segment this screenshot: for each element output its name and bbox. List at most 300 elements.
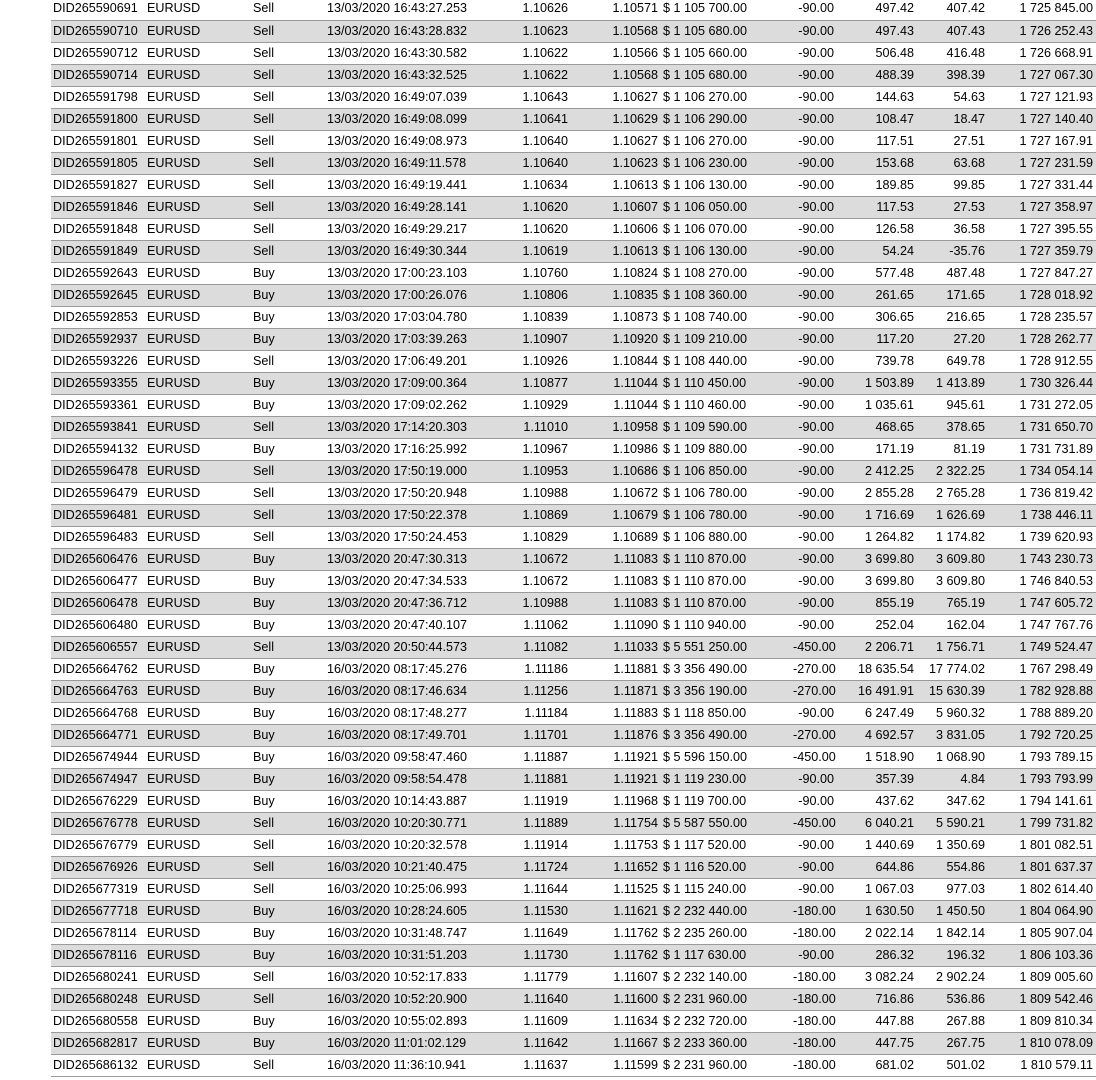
datetime-cell[interactable]: 13/03/2020 17:09:02.262 [325, 394, 489, 416]
close-price-cell[interactable]: 1.10920 [571, 328, 661, 350]
symbol-cell[interactable]: EURUSD [145, 86, 251, 108]
balance-cell[interactable]: 1 793 793.99 [990, 768, 1096, 790]
deal-id-cell[interactable]: DID265590714 [51, 64, 145, 86]
volume-cell[interactable]: $ 1 109 210.00 [661, 328, 793, 350]
deal-id-cell[interactable]: DID265680248 [51, 988, 145, 1010]
datetime-cell[interactable]: 16/03/2020 10:52:17.833 [325, 966, 489, 988]
volume-cell[interactable]: $ 2 231 960.00 [661, 1054, 793, 1076]
direction-cell[interactable]: Sell [251, 108, 325, 130]
gross-pnl-cell[interactable]: 6 040.21 [837, 812, 917, 834]
datetime-cell[interactable]: 13/03/2020 20:47:30.313 [325, 548, 489, 570]
volume-cell[interactable]: $ 1 118 850.00 [661, 702, 793, 724]
close-price-cell[interactable]: 1.11090 [571, 614, 661, 636]
open-price-cell[interactable]: 1.10988 [489, 482, 571, 504]
close-price-cell[interactable]: 1.10686 [571, 460, 661, 482]
datetime-cell[interactable]: 13/03/2020 17:03:39.263 [325, 328, 489, 350]
gross-pnl-cell[interactable]: 2 855.28 [837, 482, 917, 504]
net-pnl-cell[interactable]: 945.61 [917, 394, 988, 416]
balance-cell[interactable]: 1 747 767.76 [990, 614, 1096, 636]
commission-cell[interactable]: -90.00 [793, 570, 837, 592]
datetime-cell[interactable]: 13/03/2020 16:49:11.578 [325, 152, 489, 174]
deal-id-cell[interactable]: DID265596479 [51, 482, 145, 504]
open-price-cell[interactable]: 1.10907 [489, 328, 571, 350]
volume-cell[interactable]: $ 2 233 360.00 [661, 1032, 793, 1054]
net-pnl-cell[interactable]: 162.04 [917, 614, 988, 636]
commission-cell[interactable]: -180.00 [793, 900, 837, 922]
open-price-cell[interactable]: 1.10623 [489, 20, 571, 42]
datetime-cell[interactable]: 16/03/2020 09:58:47.460 [325, 746, 489, 768]
close-price-cell[interactable]: 1.11044 [571, 394, 661, 416]
symbol-cell[interactable]: EURUSD [145, 834, 251, 856]
close-price-cell[interactable]: 1.10689 [571, 526, 661, 548]
open-price-cell[interactable]: 1.10622 [489, 42, 571, 64]
balance-cell[interactable]: 1 792 720.25 [990, 724, 1096, 746]
datetime-cell[interactable]: 16/03/2020 08:17:48.277 [325, 702, 489, 724]
gross-pnl-cell[interactable]: 1 518.90 [837, 746, 917, 768]
close-price-cell[interactable]: 1.10824 [571, 262, 661, 284]
open-price-cell[interactable]: 1.10926 [489, 350, 571, 372]
volume-cell[interactable]: $ 5 587 550.00 [661, 812, 793, 834]
deal-id-cell[interactable]: DID265590710 [51, 20, 145, 42]
symbol-cell[interactable]: EURUSD [145, 306, 251, 328]
symbol-cell[interactable]: EURUSD [145, 350, 251, 372]
commission-cell[interactable]: -180.00 [793, 1010, 837, 1032]
balance-cell[interactable]: 1 727 358.97 [990, 196, 1096, 218]
balance-cell[interactable]: 1 727 331.44 [990, 174, 1096, 196]
open-price-cell[interactable]: 1.10641 [489, 108, 571, 130]
direction-cell[interactable]: Sell [251, 416, 325, 438]
volume-cell[interactable]: $ 2 232 440.00 [661, 900, 793, 922]
balance-cell[interactable]: 1 810 579.11 [990, 1054, 1096, 1076]
volume-cell[interactable]: $ 3 356 490.00 [661, 658, 793, 680]
symbol-cell[interactable]: EURUSD [145, 0, 251, 20]
direction-cell[interactable]: Buy [251, 570, 325, 592]
commission-cell[interactable]: -90.00 [793, 504, 837, 526]
volume-cell[interactable]: $ 1 110 870.00 [661, 592, 793, 614]
deal-id-cell[interactable]: DID265592937 [51, 328, 145, 350]
balance-cell[interactable]: 1 734 054.14 [990, 460, 1096, 482]
commission-cell[interactable]: -90.00 [793, 350, 837, 372]
commission-cell[interactable]: -90.00 [793, 834, 837, 856]
deal-id-cell[interactable]: DID265596483 [51, 526, 145, 548]
datetime-cell[interactable]: 16/03/2020 09:58:54.478 [325, 768, 489, 790]
deal-id-cell[interactable]: DID265676926 [51, 856, 145, 878]
datetime-cell[interactable]: 16/03/2020 10:20:32.578 [325, 834, 489, 856]
gross-pnl-cell[interactable]: 16 491.91 [837, 680, 917, 702]
volume-cell[interactable]: $ 1 115 240.00 [661, 878, 793, 900]
close-price-cell[interactable]: 1.11599 [571, 1054, 661, 1076]
net-pnl-cell[interactable]: 2 902.24 [917, 966, 988, 988]
symbol-cell[interactable]: EURUSD [145, 526, 251, 548]
symbol-cell[interactable]: EURUSD [145, 64, 251, 86]
net-pnl-cell[interactable]: 977.03 [917, 878, 988, 900]
close-price-cell[interactable]: 1.10958 [571, 416, 661, 438]
net-pnl-cell[interactable]: 407.42 [917, 0, 988, 20]
deal-id-cell[interactable]: DID265591805 [51, 152, 145, 174]
datetime-cell[interactable]: 13/03/2020 17:00:26.076 [325, 284, 489, 306]
commission-cell[interactable]: -90.00 [793, 108, 837, 130]
commission-cell[interactable]: -450.00 [793, 746, 837, 768]
balance-cell[interactable]: 1 809 005.60 [990, 966, 1096, 988]
balance-cell[interactable]: 1 736 819.42 [990, 482, 1096, 504]
balance-cell[interactable]: 1 731 272.05 [990, 394, 1096, 416]
net-pnl-cell[interactable]: 36.58 [917, 218, 988, 240]
balance-cell[interactable]: 1 728 262.77 [990, 328, 1096, 350]
volume-cell[interactable]: $ 1 108 270.00 [661, 262, 793, 284]
close-price-cell[interactable]: 1.10606 [571, 218, 661, 240]
open-price-cell[interactable]: 1.10839 [489, 306, 571, 328]
symbol-cell[interactable]: EURUSD [145, 680, 251, 702]
net-pnl-cell[interactable]: 416.48 [917, 42, 988, 64]
gross-pnl-cell[interactable]: 252.04 [837, 614, 917, 636]
direction-cell[interactable]: Buy [251, 790, 325, 812]
net-pnl-cell[interactable]: 99.85 [917, 174, 988, 196]
net-pnl-cell[interactable]: 4.84 [917, 768, 988, 790]
direction-cell[interactable]: Buy [251, 1032, 325, 1054]
direction-cell[interactable]: Buy [251, 284, 325, 306]
deal-id-cell[interactable]: DID265606480 [51, 614, 145, 636]
net-pnl-cell[interactable]: 347.62 [917, 790, 988, 812]
deal-id-cell[interactable]: DID265686132 [51, 1054, 145, 1076]
gross-pnl-cell[interactable]: 153.68 [837, 152, 917, 174]
volume-cell[interactable]: $ 1 109 590.00 [661, 416, 793, 438]
balance-cell[interactable]: 1 728 912.55 [990, 350, 1096, 372]
gross-pnl-cell[interactable]: 108.47 [837, 108, 917, 130]
deal-id-cell[interactable]: DID265678116 [51, 944, 145, 966]
symbol-cell[interactable]: EURUSD [145, 108, 251, 130]
commission-cell[interactable]: -180.00 [793, 966, 837, 988]
close-price-cell[interactable]: 1.11033 [571, 636, 661, 658]
datetime-cell[interactable]: 13/03/2020 17:00:23.103 [325, 262, 489, 284]
direction-cell[interactable]: Sell [251, 130, 325, 152]
datetime-cell[interactable]: 16/03/2020 10:20:30.771 [325, 812, 489, 834]
symbol-cell[interactable]: EURUSD [145, 20, 251, 42]
volume-cell[interactable]: $ 1 108 360.00 [661, 284, 793, 306]
open-price-cell[interactable]: 1.10643 [489, 86, 571, 108]
net-pnl-cell[interactable]: 63.68 [917, 152, 988, 174]
balance-cell[interactable]: 1 731 731.89 [990, 438, 1096, 460]
direction-cell[interactable]: Sell [251, 20, 325, 42]
open-price-cell[interactable]: 1.10640 [489, 152, 571, 174]
volume-cell[interactable]: $ 5 596 150.00 [661, 746, 793, 768]
open-price-cell[interactable]: 1.10760 [489, 262, 571, 284]
direction-cell[interactable]: Buy [251, 1010, 325, 1032]
open-price-cell[interactable]: 1.11724 [489, 856, 571, 878]
direction-cell[interactable]: Sell [251, 878, 325, 900]
gross-pnl-cell[interactable]: 357.39 [837, 768, 917, 790]
close-price-cell[interactable]: 1.10568 [571, 20, 661, 42]
gross-pnl-cell[interactable]: 117.51 [837, 130, 917, 152]
symbol-cell[interactable]: EURUSD [145, 504, 251, 526]
net-pnl-cell[interactable]: 171.65 [917, 284, 988, 306]
gross-pnl-cell[interactable]: 3 699.80 [837, 570, 917, 592]
open-price-cell[interactable]: 1.11010 [489, 416, 571, 438]
gross-pnl-cell[interactable]: 497.42 [837, 0, 917, 20]
close-price-cell[interactable]: 1.10986 [571, 438, 661, 460]
datetime-cell[interactable]: 13/03/2020 17:16:25.992 [325, 438, 489, 460]
gross-pnl-cell[interactable]: 437.62 [837, 790, 917, 812]
symbol-cell[interactable]: EURUSD [145, 394, 251, 416]
datetime-cell[interactable]: 13/03/2020 16:43:28.832 [325, 20, 489, 42]
gross-pnl-cell[interactable]: 144.63 [837, 86, 917, 108]
symbol-cell[interactable]: EURUSD [145, 812, 251, 834]
net-pnl-cell[interactable]: 27.53 [917, 196, 988, 218]
deal-id-cell[interactable]: DID265606557 [51, 636, 145, 658]
balance-cell[interactable]: 1 727 121.93 [990, 86, 1096, 108]
direction-cell[interactable]: Buy [251, 702, 325, 724]
commission-cell[interactable]: -90.00 [793, 482, 837, 504]
datetime-cell[interactable]: 13/03/2020 17:06:49.201 [325, 350, 489, 372]
commission-cell[interactable]: -90.00 [793, 262, 837, 284]
gross-pnl-cell[interactable]: 1 264.82 [837, 526, 917, 548]
symbol-cell[interactable]: EURUSD [145, 658, 251, 680]
datetime-cell[interactable]: 13/03/2020 16:43:32.525 [325, 64, 489, 86]
gross-pnl-cell[interactable]: 306.65 [837, 306, 917, 328]
gross-pnl-cell[interactable]: 488.39 [837, 64, 917, 86]
direction-cell[interactable]: Sell [251, 812, 325, 834]
balance-cell[interactable]: 1 731 650.70 [990, 416, 1096, 438]
balance-cell[interactable]: 1 746 840.53 [990, 570, 1096, 592]
gross-pnl-cell[interactable]: 189.85 [837, 174, 917, 196]
net-pnl-cell[interactable]: 1 350.69 [917, 834, 988, 856]
symbol-cell[interactable]: EURUSD [145, 174, 251, 196]
deal-id-cell[interactable]: DID265677718 [51, 900, 145, 922]
datetime-cell[interactable]: 16/03/2020 11:01:02.129 [325, 1032, 489, 1054]
deal-id-cell[interactable]: DID265594132 [51, 438, 145, 460]
volume-cell[interactable]: $ 1 109 880.00 [661, 438, 793, 460]
deal-id-cell[interactable]: DID265591848 [51, 218, 145, 240]
symbol-cell[interactable]: EURUSD [145, 416, 251, 438]
balance-cell[interactable]: 1 725 845.00 [990, 0, 1096, 20]
net-pnl-cell[interactable]: 554.86 [917, 856, 988, 878]
balance-cell[interactable]: 1 727 359.79 [990, 240, 1096, 262]
net-pnl-cell[interactable]: 487.48 [917, 262, 988, 284]
close-price-cell[interactable]: 1.10627 [571, 130, 661, 152]
close-price-cell[interactable]: 1.11083 [571, 592, 661, 614]
close-price-cell[interactable]: 1.10613 [571, 174, 661, 196]
symbol-cell[interactable]: EURUSD [145, 966, 251, 988]
close-price-cell[interactable]: 1.10835 [571, 284, 661, 306]
direction-cell[interactable]: Buy [251, 680, 325, 702]
symbol-cell[interactable]: EURUSD [145, 218, 251, 240]
volume-cell[interactable]: $ 1 106 070.00 [661, 218, 793, 240]
symbol-cell[interactable]: EURUSD [145, 152, 251, 174]
close-price-cell[interactable]: 1.11753 [571, 834, 661, 856]
gross-pnl-cell[interactable]: 468.65 [837, 416, 917, 438]
gross-pnl-cell[interactable]: 1 440.69 [837, 834, 917, 856]
volume-cell[interactable]: $ 1 110 870.00 [661, 548, 793, 570]
balance-cell[interactable]: 1 727 167.91 [990, 130, 1096, 152]
net-pnl-cell[interactable]: 196.32 [917, 944, 988, 966]
volume-cell[interactable]: $ 3 356 490.00 [661, 724, 793, 746]
net-pnl-cell[interactable]: 5 590.21 [917, 812, 988, 834]
balance-cell[interactable]: 1 793 789.15 [990, 746, 1096, 768]
gross-pnl-cell[interactable]: 2 412.25 [837, 460, 917, 482]
symbol-cell[interactable]: EURUSD [145, 262, 251, 284]
symbol-cell[interactable]: EURUSD [145, 944, 251, 966]
deal-id-cell[interactable]: DID265593361 [51, 394, 145, 416]
commission-cell[interactable]: -90.00 [793, 86, 837, 108]
symbol-cell[interactable]: EURUSD [145, 548, 251, 570]
direction-cell[interactable]: Sell [251, 988, 325, 1010]
datetime-cell[interactable]: 13/03/2020 17:50:20.948 [325, 482, 489, 504]
gross-pnl-cell[interactable]: 126.58 [837, 218, 917, 240]
commission-cell[interactable]: -90.00 [793, 548, 837, 570]
symbol-cell[interactable]: EURUSD [145, 130, 251, 152]
symbol-cell[interactable]: EURUSD [145, 438, 251, 460]
deal-id-cell[interactable]: DID265591798 [51, 86, 145, 108]
close-price-cell[interactable]: 1.10623 [571, 152, 661, 174]
datetime-cell[interactable]: 13/03/2020 17:03:04.780 [325, 306, 489, 328]
net-pnl-cell[interactable]: 2 765.28 [917, 482, 988, 504]
direction-cell[interactable]: Sell [251, 196, 325, 218]
gross-pnl-cell[interactable]: 1 035.61 [837, 394, 917, 416]
gross-pnl-cell[interactable]: 739.78 [837, 350, 917, 372]
open-price-cell[interactable]: 1.11881 [489, 768, 571, 790]
open-price-cell[interactable]: 1.11649 [489, 922, 571, 944]
gross-pnl-cell[interactable]: 117.53 [837, 196, 917, 218]
direction-cell[interactable]: Sell [251, 834, 325, 856]
balance-cell[interactable]: 1 738 446.11 [990, 504, 1096, 526]
commission-cell[interactable]: -90.00 [793, 20, 837, 42]
volume-cell[interactable]: $ 1 117 630.00 [661, 944, 793, 966]
open-price-cell[interactable]: 1.11701 [489, 724, 571, 746]
direction-cell[interactable]: Sell [251, 482, 325, 504]
direction-cell[interactable]: Buy [251, 306, 325, 328]
symbol-cell[interactable]: EURUSD [145, 988, 251, 1010]
commission-cell[interactable]: -90.00 [793, 42, 837, 64]
close-price-cell[interactable]: 1.11883 [571, 702, 661, 724]
commission-cell[interactable]: -90.00 [793, 526, 837, 548]
commission-cell[interactable]: -180.00 [793, 1054, 837, 1076]
gross-pnl-cell[interactable]: 497.43 [837, 20, 917, 42]
balance-cell[interactable]: 1 727 847.27 [990, 262, 1096, 284]
deal-id-cell[interactable]: DID265596478 [51, 460, 145, 482]
open-price-cell[interactable]: 1.11642 [489, 1032, 571, 1054]
direction-cell[interactable]: Sell [251, 350, 325, 372]
volume-cell[interactable]: $ 2 232 720.00 [661, 1010, 793, 1032]
datetime-cell[interactable]: 16/03/2020 08:17:49.701 [325, 724, 489, 746]
volume-cell[interactable]: $ 1 106 780.00 [661, 504, 793, 526]
close-price-cell[interactable]: 1.10613 [571, 240, 661, 262]
net-pnl-cell[interactable]: 765.19 [917, 592, 988, 614]
symbol-cell[interactable]: EURUSD [145, 614, 251, 636]
close-price-cell[interactable]: 1.11600 [571, 988, 661, 1010]
commission-cell[interactable]: -270.00 [793, 680, 837, 702]
close-price-cell[interactable]: 1.11044 [571, 372, 661, 394]
close-price-cell[interactable]: 1.10568 [571, 64, 661, 86]
volume-cell[interactable]: $ 2 231 960.00 [661, 988, 793, 1010]
deal-id-cell[interactable]: DID265591846 [51, 196, 145, 218]
symbol-cell[interactable]: EURUSD [145, 42, 251, 64]
net-pnl-cell[interactable]: 1 068.90 [917, 746, 988, 768]
net-pnl-cell[interactable]: 27.51 [917, 130, 988, 152]
open-price-cell[interactable]: 1.11887 [489, 746, 571, 768]
close-price-cell[interactable]: 1.11871 [571, 680, 661, 702]
datetime-cell[interactable]: 13/03/2020 20:47:36.712 [325, 592, 489, 614]
deal-id-cell[interactable]: DID265676229 [51, 790, 145, 812]
commission-cell[interactable]: -90.00 [793, 372, 837, 394]
balance-cell[interactable]: 1 726 252.43 [990, 20, 1096, 42]
datetime-cell[interactable]: 13/03/2020 16:49:30.344 [325, 240, 489, 262]
commission-cell[interactable]: -90.00 [793, 306, 837, 328]
close-price-cell[interactable]: 1.11754 [571, 812, 661, 834]
deal-id-cell[interactable]: DID265606477 [51, 570, 145, 592]
net-pnl-cell[interactable]: 2 322.25 [917, 460, 988, 482]
commission-cell[interactable]: -90.00 [793, 878, 837, 900]
direction-cell[interactable]: Sell [251, 86, 325, 108]
gross-pnl-cell[interactable]: 3 699.80 [837, 548, 917, 570]
volume-cell[interactable]: $ 1 117 520.00 [661, 834, 793, 856]
volume-cell[interactable]: $ 1 105 680.00 [661, 64, 793, 86]
open-price-cell[interactable]: 1.11889 [489, 812, 571, 834]
volume-cell[interactable]: $ 1 108 440.00 [661, 350, 793, 372]
net-pnl-cell[interactable]: 267.75 [917, 1032, 988, 1054]
balance-cell[interactable]: 1 810 078.09 [990, 1032, 1096, 1054]
balance-cell[interactable]: 1 727 231.59 [990, 152, 1096, 174]
direction-cell[interactable]: Buy [251, 900, 325, 922]
volume-cell[interactable]: $ 1 106 270.00 [661, 86, 793, 108]
deal-id-cell[interactable]: DID265680241 [51, 966, 145, 988]
net-pnl-cell[interactable]: 378.65 [917, 416, 988, 438]
open-price-cell[interactable]: 1.10634 [489, 174, 571, 196]
net-pnl-cell[interactable]: 17 774.02 [917, 658, 988, 680]
open-price-cell[interactable]: 1.11779 [489, 966, 571, 988]
datetime-cell[interactable]: 13/03/2020 17:50:22.378 [325, 504, 489, 526]
open-price-cell[interactable]: 1.10672 [489, 570, 571, 592]
datetime-cell[interactable]: 13/03/2020 17:14:20.303 [325, 416, 489, 438]
datetime-cell[interactable]: 13/03/2020 16:43:27.253 [325, 0, 489, 20]
open-price-cell[interactable]: 1.11184 [489, 702, 571, 724]
volume-cell[interactable]: $ 1 106 130.00 [661, 240, 793, 262]
datetime-cell[interactable]: 16/03/2020 10:31:48.747 [325, 922, 489, 944]
close-price-cell[interactable]: 1.11607 [571, 966, 661, 988]
gross-pnl-cell[interactable]: 447.75 [837, 1032, 917, 1054]
balance-cell[interactable]: 1 727 395.55 [990, 218, 1096, 240]
datetime-cell[interactable]: 13/03/2020 16:49:08.099 [325, 108, 489, 130]
symbol-cell[interactable]: EURUSD [145, 460, 251, 482]
open-price-cell[interactable]: 1.11637 [489, 1054, 571, 1076]
close-price-cell[interactable]: 1.11652 [571, 856, 661, 878]
balance-cell[interactable]: 1 788 889.20 [990, 702, 1096, 724]
deal-id-cell[interactable]: DID265593226 [51, 350, 145, 372]
commission-cell[interactable]: -90.00 [793, 614, 837, 636]
datetime-cell[interactable]: 16/03/2020 10:31:51.203 [325, 944, 489, 966]
gross-pnl-cell[interactable]: 716.86 [837, 988, 917, 1010]
deal-id-cell[interactable]: DID265592853 [51, 306, 145, 328]
commission-cell[interactable]: -90.00 [793, 174, 837, 196]
close-price-cell[interactable]: 1.11634 [571, 1010, 661, 1032]
datetime-cell[interactable]: 13/03/2020 16:49:07.039 [325, 86, 489, 108]
direction-cell[interactable]: Sell [251, 460, 325, 482]
close-price-cell[interactable]: 1.11762 [571, 922, 661, 944]
datetime-cell[interactable]: 13/03/2020 16:49:08.973 [325, 130, 489, 152]
datetime-cell[interactable]: 13/03/2020 20:50:44.573 [325, 636, 489, 658]
net-pnl-cell[interactable]: 267.88 [917, 1010, 988, 1032]
datetime-cell[interactable]: 13/03/2020 20:47:34.533 [325, 570, 489, 592]
datetime-cell[interactable]: 16/03/2020 10:21:40.475 [325, 856, 489, 878]
direction-cell[interactable]: Buy [251, 328, 325, 350]
deal-id-cell[interactable]: DID265593841 [51, 416, 145, 438]
volume-cell[interactable]: $ 1 110 940.00 [661, 614, 793, 636]
direction-cell[interactable]: Sell [251, 174, 325, 196]
gross-pnl-cell[interactable]: 1 630.50 [837, 900, 917, 922]
commission-cell[interactable]: -450.00 [793, 812, 837, 834]
datetime-cell[interactable]: 13/03/2020 20:47:40.107 [325, 614, 489, 636]
balance-cell[interactable]: 1 782 928.88 [990, 680, 1096, 702]
net-pnl-cell[interactable]: 501.02 [917, 1054, 988, 1076]
commission-cell[interactable]: -90.00 [793, 856, 837, 878]
